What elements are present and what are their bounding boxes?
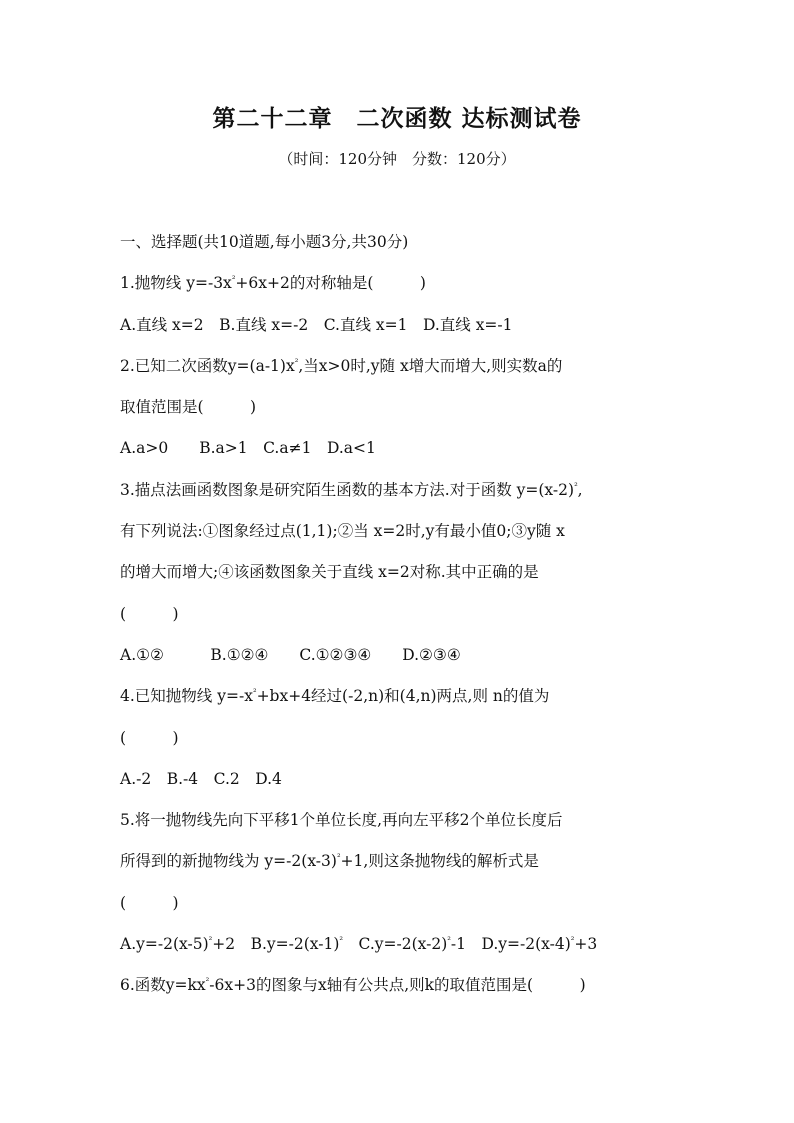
question-3-stem-cont: 有下列说法:①图象经过点(1,1);②当 x=2时,y有最小值0;③y随 x [120, 522, 565, 541]
question-5-stem-cont: 所得到的新抛物线为 $y=-2(x-3)^{^2}+1$,则这条抛物线的解析式是 [120, 852, 539, 871]
section-heading: 一、选择题(共10道题,每小题3分,共30分) [120, 233, 409, 251]
question-5-stem: 5.将一抛物线先向下平移1个单位长度,再向左平移2个单位长度后 [120, 811, 563, 830]
question-3-stem: 3.描点法画函数图象是研究陌生函数的基本方法.对于函数 $y=(x-2)^{^2}$, [120, 480, 583, 499]
question-4-stem: 4.已知抛物线 $y=-x^{^2}+bx+4$经过(-2,n)和(4,n)两点,则 n的值为 [120, 687, 550, 706]
question-2-stem-cont: 取值范围是( ) [120, 398, 257, 417]
question-2-stem: 2.已知二次函数$y=(a-1)x^{^2}$,当x>0时,y随 x增大而增大,则实数a的 [120, 356, 563, 375]
question-1-options: A.直线 x=2 B.直线 x=-2 C.直线 x=1 D.直线 x=-1 [120, 315, 513, 334]
question-6-stem: 6.函数$y=kx^{^2}-6x+3$的图象与x轴有公共点,则k的取值范围是( ) [120, 976, 586, 995]
question-list [120, 228, 680, 1013]
question-1-stem: 1.抛物线 $y=-3x^{^2}+6x+2$的对称轴是( ) [120, 274, 426, 293]
question-4-options: A.-2 B.-4 C.2 D.4 [120, 769, 282, 788]
question-4-answer-blank: ( ) [120, 728, 179, 747]
question-2-options: A.a>0 B.a>1 C.a≠1 D.a<1 [120, 439, 376, 458]
question-3-stem-cont: 的增大而增大;④该函数图象关于直线 x=2对称.其中正确的是 [120, 563, 539, 582]
question-3-answer-blank: ( ) [120, 604, 179, 623]
question-5-options: $A.y=-2(x-5)^{^2}+2$ $B.y=-2(x-1)^{^2}$ $C.y=-2(x-2)^{^2}-1$ $D.y=-2(x-4)^{^2}+3$ [120, 935, 598, 954]
exam-subtitle: （时间：120分钟 分数：120分） [278, 150, 516, 168]
question-3-options: A.①② B.①②④ C.①②③④ D.②③④ [120, 645, 461, 664]
exam-title: 第二十二章 二次函数 达标测试卷 [212, 105, 582, 132]
question-5-answer-blank: ( ) [120, 893, 179, 912]
